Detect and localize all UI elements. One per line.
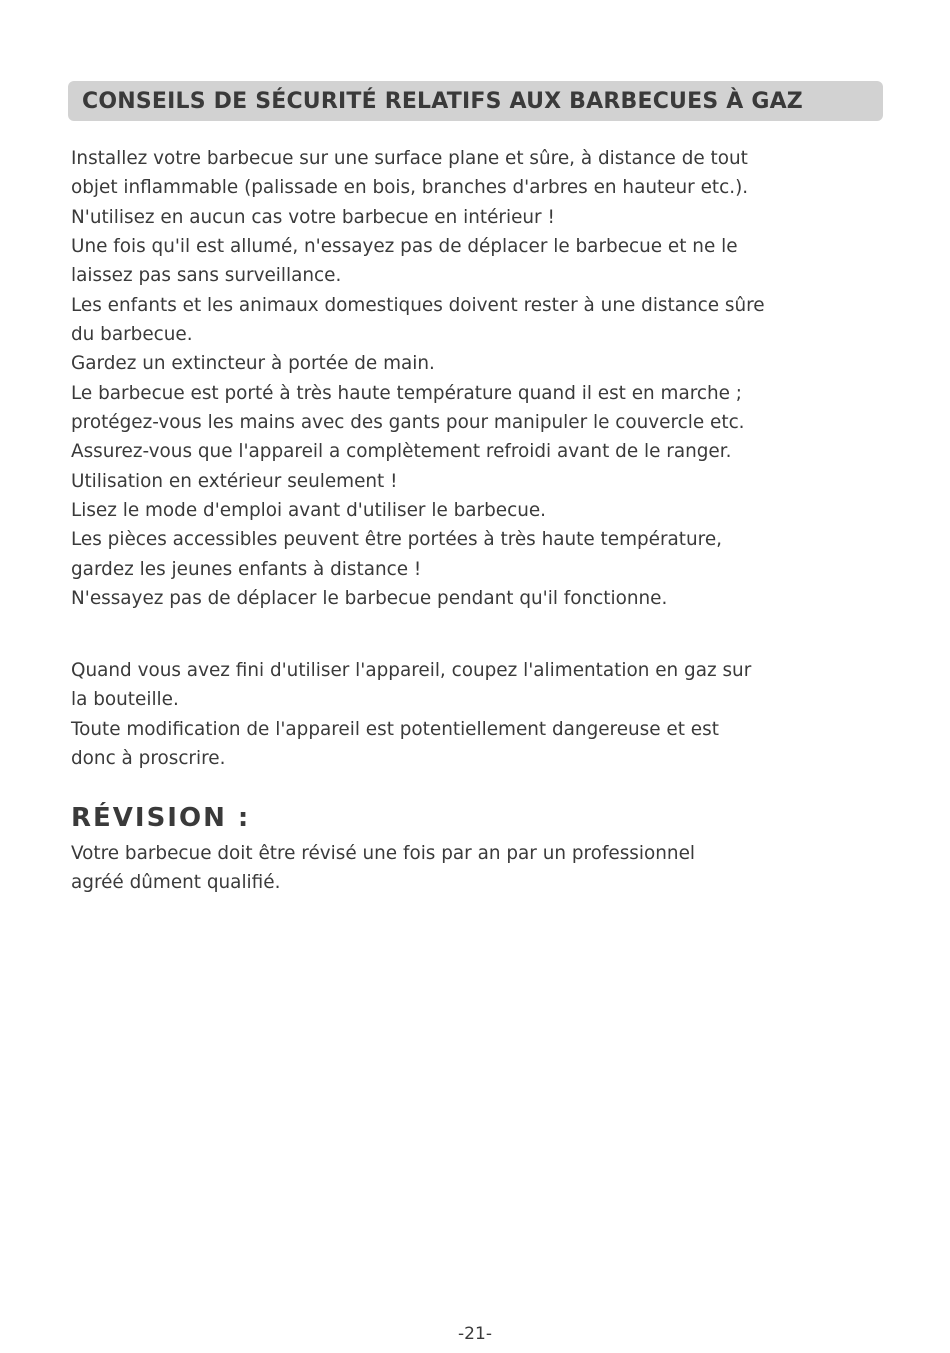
text-line: N'essayez pas de déplacer le barbecue pendant qu'il fonctionne. — [71, 588, 668, 610]
text-line: N'utilisez en aucun cas votre barbecue en intérieur ! — [71, 206, 555, 228]
revision-heading: RÉVISION : — [71, 803, 251, 833]
section-title-bar — [68, 81, 883, 121]
text-line: Les enfants et les animaux domestiques doivent rester à une distance sûre — [71, 294, 765, 316]
text-line: Votre barbecue doit être révisé une fois par an par un professionnel — [71, 843, 695, 864]
after-use-instructions — [71, 656, 901, 773]
page-title: CONSEILS DE SÉCURITÉ RELATIFS AUX BARBECUES À GAZ — [82, 88, 803, 114]
text-line: Le barbecue est porté à très haute température quand il est en marche ; — [71, 382, 743, 404]
text-line: protégez-vous les mains avec des gants pour manipuler le couvercle etc. — [71, 412, 745, 434]
text-line: Une fois qu'il est allumé, n'essayez pas de déplacer le barbecue et ne le — [71, 236, 738, 258]
text-line: Quand vous avez fini d'utiliser l'appareil, coupez l'alimentation en gaz sur — [71, 660, 752, 681]
text-line: du barbecue. — [71, 324, 193, 346]
text-line: Utilisation en extérieur seulement ! — [71, 470, 398, 492]
revision-text — [71, 839, 901, 898]
page-number: -21- — [458, 1324, 492, 1344]
text-line: Toute modification de l'appareil est potentiellement dangereuse et est — [71, 718, 719, 740]
safety-instructions — [71, 144, 901, 614]
text-line: Gardez un extincteur à portée de main. — [71, 353, 435, 375]
text-line: laissez pas sans surveillance. — [71, 265, 342, 287]
text-line: donc à proscrire. — [71, 748, 226, 770]
text-line: Assurez-vous que l'appareil a complètement refroidi avant de le ranger. — [71, 441, 732, 463]
text-line: Installez votre barbecue sur une surface plane et sûre, à distance de tout — [71, 148, 748, 169]
text-line: objet inflammable (palissade en bois, branches d'arbres en hauteur etc.). — [71, 177, 749, 199]
text-line: Lisez le mode d'emploi avant d'utiliser le barbecue. — [71, 500, 547, 522]
text-line: agréé dûment qualifié. — [71, 872, 281, 894]
text-line: Les pièces accessibles peuvent être portées à très haute température, — [71, 529, 722, 551]
text-line: gardez les jeunes enfants à distance ! — [71, 558, 422, 580]
text-line: la bouteille. — [71, 689, 179, 711]
